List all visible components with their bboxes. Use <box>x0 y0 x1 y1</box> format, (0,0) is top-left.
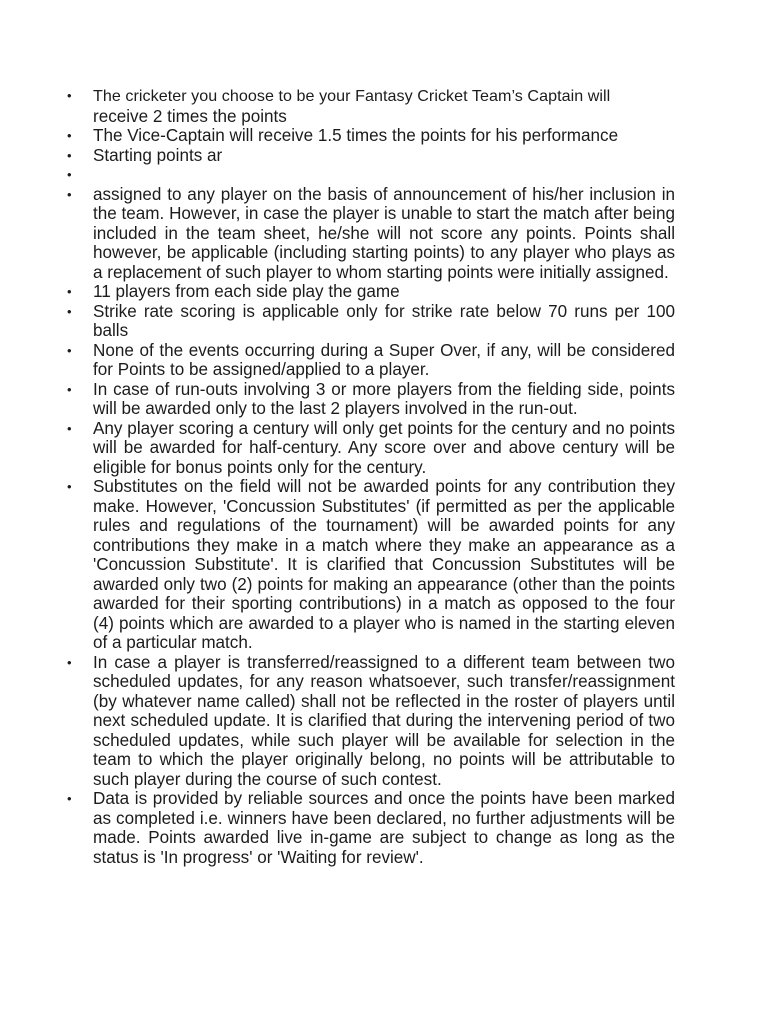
list-item <box>0 380 768 419</box>
list-item-text: Strike rate scoring is applicable only for strike rate below 70 runs per 100 balls <box>93 301 675 340</box>
bullet-icon: • <box>67 479 72 494</box>
list-item-text: Data is provided by reliable sources and once the points have been marked as completed i.e. winners have been declared, no further adjustments will be made. Points awarded live in-game are subject to change as long as the status is 'In progress' or 'Waiting for review'. <box>93 789 675 867</box>
bullet-icon: • <box>67 381 72 397</box>
bullet-icon: • <box>67 342 72 358</box>
list-item-text: None of the events occurring during a Super Over, if any, will be considered for Points to be assigned/applied to a player. <box>93 340 675 379</box>
bullet-icon: • <box>67 147 72 163</box>
list-item <box>0 789 768 867</box>
bullet-icon: • <box>67 303 72 319</box>
captain-rule-lead: The cricketer you choose to be your Fantasy Cricket Team’s Captain will <box>93 87 611 105</box>
list-item <box>0 477 768 653</box>
list-item-text: Any player scoring a century will only get points for the century and no points will be awarded for half-century. Any score over and above century will be eligible for bonus points only for the century. <box>93 418 675 477</box>
bullet-icon: • <box>67 284 72 299</box>
bullet-icon: • <box>67 420 72 436</box>
list-item <box>0 419 768 478</box>
list-item-text: Starting points ar <box>93 145 223 165</box>
list-item <box>0 282 768 302</box>
list-item-empty <box>0 165 768 185</box>
list-item-text: The Vice-Captain will receive 1.5 times the points for his performance <box>93 126 619 145</box>
bullet-icon: • <box>67 791 72 806</box>
list-item <box>0 302 768 341</box>
list-item <box>0 341 768 380</box>
list-item <box>0 126 768 146</box>
bullet-icon: • <box>67 167 72 182</box>
list-item-text: Substitutes on the field will not be awarded points for any contribution they make. However, 'Concussion Substitutes' (if permitted as per the applicable rules and regulations of the tournament) will be awarded points for any contributions they make in a match where they make an appearance as a 'Concussion Substitute'. It is clarified that Concussion Substitutes will be awarded only two (2) points for making an appearance (other than the points awarded for their sporting contributions) in a match as opposed to the four (4) points which are awarded to a player who is named in the starting eleven of a particular match. <box>93 477 675 652</box>
list-item-text: In case a player is transferred/reassigned to a different team between two scheduled updates, for any reason whatsoever, such transfer/reassignment (by whatever name called) shall not be reflected in the roster of players until next scheduled update. It is clarified that during the intervening period of two scheduled updates, while such player will be available for selection in the team to which the player originally belong, no points will be attributable to such player during the course of such contest. <box>93 652 675 789</box>
rules-list <box>0 86 768 867</box>
bullet-icon: • <box>67 88 72 103</box>
list-item <box>0 653 768 790</box>
list-item-text: assigned to any player on the basis of announcement of his/her inclusion in the team. However, in case the player is unable to start the match after being included in the team sheet, he/she will not score any points. Points shall however, be applicable (including starting points) to any player who plays as a replacement of such player to whom starting points were initially assigned. <box>93 184 675 282</box>
list-item-text: In case of run-outs involving 3 or more players from the fielding side, points will be awarded only to the last 2 players involved in the run-out. <box>93 379 675 418</box>
bullet-icon: • <box>67 186 72 202</box>
list-item <box>0 185 768 283</box>
list-item-text: 11 players from each side play the game <box>93 282 400 301</box>
bullet-icon: • <box>67 654 72 670</box>
captain-rule-text: receive 2 times the points <box>93 106 287 126</box>
list-item <box>0 146 768 166</box>
document-page <box>0 86 768 867</box>
list-item <box>0 86 768 126</box>
bullet-icon: • <box>67 128 72 143</box>
